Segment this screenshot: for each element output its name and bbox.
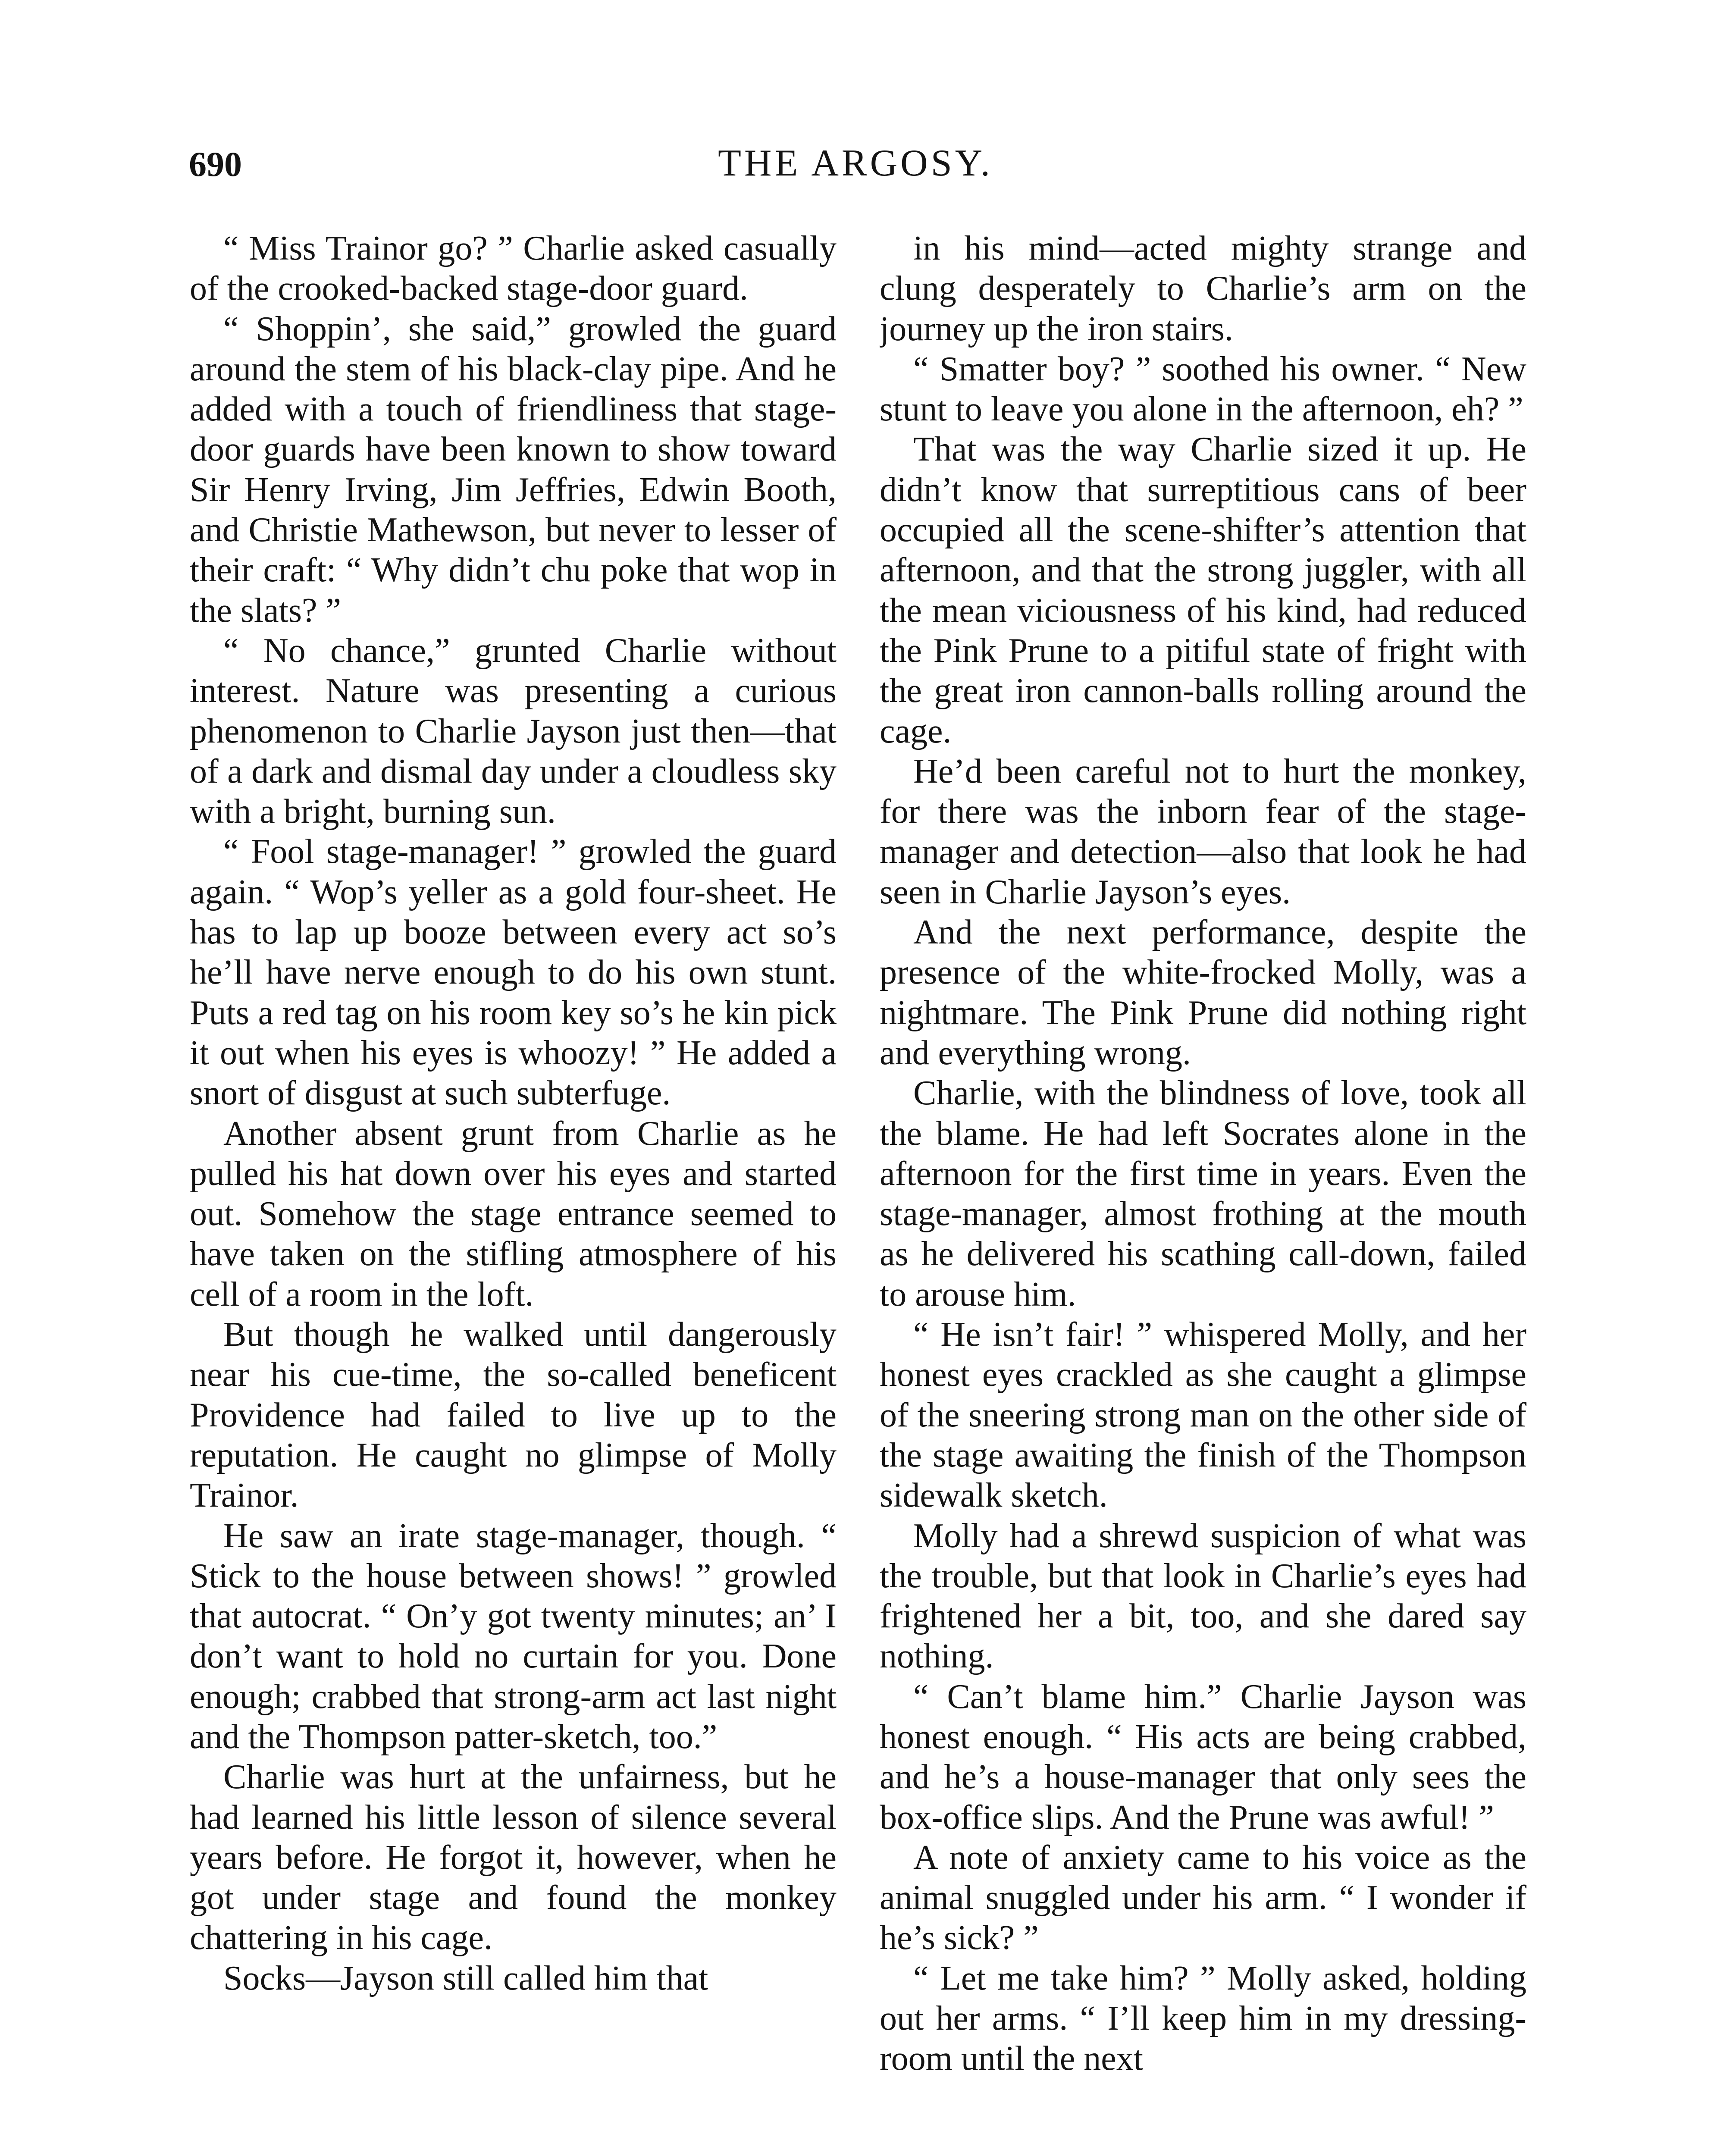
paragraph: “ Miss Trainor go? ” Charlie asked casually of the crooked-backed stage-door guard. <box>190 229 837 308</box>
paragraph: “ Shoppin’, she said,” growled the guard around the stem of his black-clay pipe. And he added with a touch of friendliness that stage-door guards have been known to show toward Sir Henry Irving, Jim Jeffries, Edwin Booth, and Christie Mathewson, but never to lesser of their craft: “ Why didn’t chu poke that wop in the slats? ” <box>190 310 837 630</box>
paragraph: “ Smatter boy? ” soothed his owner. “ New stunt to leave you alone in the afternoon, eh? ” <box>880 350 1526 429</box>
paragraph: But though he walked until dangerously near his cue-time, the so-called beneficent Providence had failed to live up to the reputation. He caught no glimpse of Molly Trainor. <box>190 1316 837 1515</box>
paragraph: “ Let me take him? ” Molly asked, holding out her arms. “ I’ll keep him in my dressing-room until the next <box>880 1959 1526 2078</box>
paragraph: Molly had a shrewd suspicion of what was the trouble, but that look in Charlie’s eyes had frightened her a bit, too, and she dared say nothing. <box>880 1517 1526 1676</box>
paragraph: Charlie was hurt at the unfairness, but he had learned his little lesson of silence several years before. He forgot it, however, when he got under stage and found the monkey chattering in his cage. <box>190 1758 837 1957</box>
paragraph: Socks—Jayson still called him that <box>223 1959 708 1997</box>
right-column <box>880 229 1526 2156</box>
paragraph: Charlie, with the blindness of love, took all the blame. He had left Socrates alone in the afternoon for the first time in years. Even the stage-manager, almost frothing at the mouth as he delivered his scathing call-down, failed to arouse him. <box>880 1074 1526 1313</box>
paragraph: “ He isn’t fair! ” whispered Molly, and her honest eyes crackled as she caught a glimpse of the sneering strong man on the other side of the stage awaiting the finish of the Thompson sidewalk sketch. <box>880 1316 1526 1515</box>
paragraph: in his mind—acted mighty strange and clung desperately to Charlie’s arm on the journey up the iron stairs. <box>880 229 1526 348</box>
paragraph: “ Fool stage-manager! ” growled the guard again. “ Wop’s yeller as a gold four-sheet. He has to lap up booze between every act so’s he’ll have nerve enough to do his own stunt. Puts a red tag on his room key so’s he kin pick it out when his eyes is whoozy! ” He added a snort of disgust at such subterfuge. <box>190 833 837 1112</box>
paragraph: He’d been careful not to hurt the monkey, for there was the inborn fear of the stage-manager and detection—also that look he had seen in Charlie Jayson’s eyes. <box>880 752 1526 911</box>
paragraph: A note of anxiety came to his voice as the animal snuggled under his arm. “ I wonder if he’s sick? ” <box>880 1838 1526 1957</box>
running-head: THE ARGOSY. <box>718 142 993 184</box>
paragraph: That was the way Charlie sized it up. He didn’t know that surreptitious cans of beer occupied all the scene-shifter’s attention that afternoon, and that the strong juggler, with all the mean viciousness of his kind, had reduced the Pink Prune to a pitiful state of fright with the great iron cannon-balls rolling around the cage. <box>880 430 1526 750</box>
paragraph: And the next performance, despite the presence of the white-frocked Molly, was a nightmare. The Pink Prune did nothing right and everything wrong. <box>880 913 1526 1072</box>
paragraph: “ No chance,” grunted Charlie without interest. Nature was presenting a curious phenomenon to Charlie Jayson just then—that of a dark and dismal day under a cloudless sky with a bright, burning sun. <box>190 631 837 831</box>
page-number: 690 <box>189 144 242 184</box>
paragraph: He saw an irate stage-manager, though. “ Stick to the house between shows! ” growled that autocrat. “ On’y got twenty minutes; an’ I don’t want to hold no curtain for you. Done enough; crabbed that strong-arm act last night and the Thompson patter-sketch, too.” <box>190 1517 837 1756</box>
paragraph: Another absent grunt from Charlie as he pulled his hat down over his eyes and started out. Somehow the stage entrance seemed to have taken on the stifling atmosphere of his cell of a room in the loft. <box>190 1114 837 1313</box>
left-column <box>190 229 837 2156</box>
paragraph: “ Can’t blame him.” Charlie Jayson was honest enough. “ His acts are being crabbed, and he’s a house-manager that only sees the box-office slips. And the Prune was awful! ” <box>880 1677 1526 1836</box>
